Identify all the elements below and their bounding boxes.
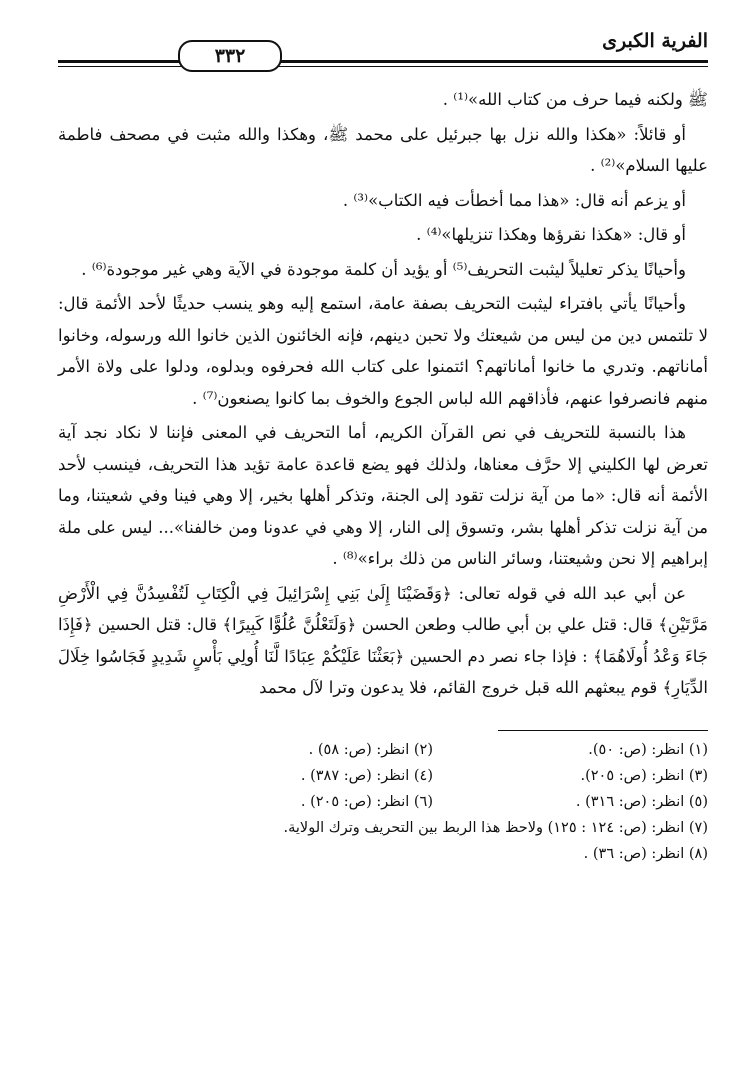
paragraph: ﷺ ولكنه فيما حرف من كتاب الله»⁽¹⁾ . [442, 90, 708, 109]
paragraph: وأحيانًا يذكر تعليلاً ليثبت التحريف⁽⁵⁾ أو يؤيد أن كلمة موجودة في الآية وهي غير موجودة⁽⁶⁾ . [81, 259, 686, 279]
footnote: (٤) انظر: (ص: ٣٨٧) . [300, 767, 433, 784]
footnote-row [58, 763, 708, 789]
footnote: (٨) انظر: (ص: ٣٦) . [583, 845, 708, 862]
footnote: (١) انظر: (ص: ٥٠). [588, 741, 708, 758]
main-text [58, 84, 708, 704]
footnote-row [58, 789, 708, 815]
page-header [58, 22, 708, 72]
paragraph: أو يزعم أنه قال: «هذا مما أخطأت فيه الكتاب»⁽³⁾ . [342, 190, 686, 210]
book-page [58, 22, 708, 1052]
footnote: (٥) انظر: (ص: ٣١٦) . [575, 793, 708, 810]
running-title: الفرية الكبرى [602, 30, 708, 52]
footnote: (٧) انظر: (ص: ١٢٤ : ١٢٥) ولاحظ هذا الربط بين التحريف وترك الولاية. [283, 819, 708, 836]
header-rule-thin [58, 66, 708, 67]
paragraph: هذا بالنسبة للتحريف في نص القرآن الكريم، أما التحريف في المعنى فإننا لا نكاد نجد آية تعرض لها الكليني إلا حرَّف معناها، ولذلك فهو يضع قاعدة عامة تؤيد هذا التحريف، فينسب لأحد الأئمة أنه قال: «ما من آية نزلت تقود إلى الجنة، وتذكر أهلها بخير، إلا وهي فينا وفي شعيتنا، وما من آية نزلت تذكر أهلها بشر، وتسوق إلى النار، إلا وهي في عدونا ومن خالفنا»... ليس على ملة إبراهيم إلا نحن وشيعتنا، وسائر الناس من ذلك براء»⁽⁸⁾ . [58, 423, 708, 568]
header-rule-thick [58, 60, 708, 63]
footnote: (٢) انظر: (ص: ٥٨) . [308, 741, 433, 758]
paragraph: أو قائلاً: «هكذا والله نزل بها جبرئيل على محمد ﷺ، وهكذا والله مثبت في مصحف فاطمة عليها السلام»⁽²⁾ . [58, 124, 708, 175]
footnote: (٣) انظر: (ص: ٢٠٥). [580, 767, 708, 784]
footnote: (٦) انظر: (ص: ٢٠٥) . [300, 793, 433, 810]
footnotes [58, 737, 708, 867]
footnote-row [58, 841, 708, 867]
paragraph: أو قال: «هكذا نقرؤها وهكذا تنزيلها»⁽⁴⁾ . [416, 225, 686, 244]
footnote-row [58, 737, 708, 763]
page-number: ٣٣٢ [178, 40, 282, 72]
footnote-divider [498, 730, 708, 731]
footnote-row [58, 815, 708, 841]
paragraph: وأحيانًا يأتي بافتراء ليثبت التحريف بصفة عامة، استمع إليه وهو ينسب حديثًا لأحد الأئمة قال: لا تلتمس دين من ليس من شيعتك ولا تحبن دينهم، فإنه الخائنون الذين خانوا الله ورسوله، وخانوا أماناتهم. وتدري ما خانوا أماناتهم؟ ائتمنوا على كتاب الله فحرفوه وبدلوه، ودلوا على ولاة الأمر منهم فانصرفوا عنهم، فأذاقهم الله لباس الجوع والخوف بما كانوا يصنعون⁽⁷⁾ . [58, 294, 708, 408]
paragraph: عن أبي عبد الله في قوله تعالى: ﴿وَقَضَيْنَا إِلَىٰ بَنِي إِسْرَائِيلَ فِي الْكِتَابِ لَتُفْسِدُنَّ فِي الْأَرْضِ مَرَّتَيْنِ﴾ قال: قتل علي بن أبي طالب وطعن الحسن ﴿وَلَتَعْلُنَّ عُلُوًّا كَبِيرًا﴾ قال: قتل الحسين ﴿فَإِذَا جَاءَ وَعْدُ أُولَاهُمَا﴾ : فإذا جاء نصر دم الحسين ﴿بَعَثْنَا عَلَيْكُمْ عِبَادًا لَّنَا أُولِي بَأْسٍ شَدِيدٍ فَجَاسُوا خِلَالَ الدِّيَارِ﴾ قوم يبعثهم الله قبل خروج القائم، فلا يدعون وترا لآل محمد [58, 583, 708, 697]
